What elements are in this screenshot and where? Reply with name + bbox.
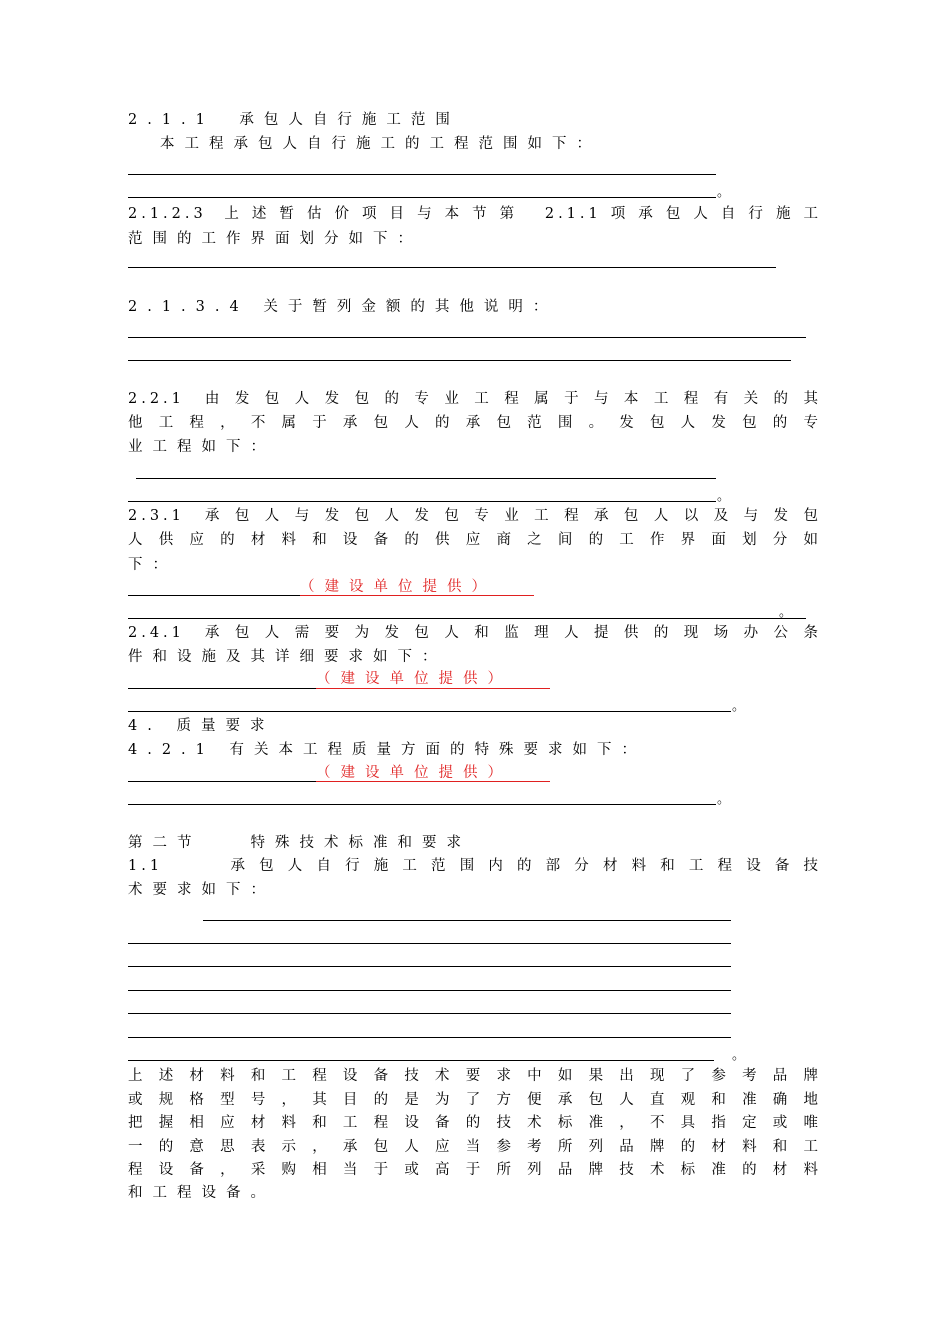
section-text-2-3-1: 2.3.1 承包人与发包人发包专业工程承包人以及与发包 人供应的材料和设备的供应商之间的工作界面划分如 xyxy=(128,508,822,548)
blank-line xyxy=(203,920,731,921)
blank-line xyxy=(128,267,776,268)
section-text-4-2-1: 4.2.1 有关本工程质量方面的特殊要求如下： xyxy=(128,742,647,758)
section-text-2-1-1: 本工程承包人自行施工的工程范围如下： xyxy=(160,136,601,152)
placeholder-note: （建设单位提供） xyxy=(300,579,496,595)
section-text-2-1-2-3: 2.1.2.3 上述暂估价项目与本节第 2.1.1项承包人自行施工 xyxy=(128,206,822,222)
placeholder-underline xyxy=(316,781,550,782)
blank-line xyxy=(128,197,716,198)
blank-line xyxy=(128,804,716,805)
section-heading-2-1-1: 2.1.1 承包人自行施工范围 xyxy=(128,112,460,128)
blank-line xyxy=(128,1060,714,1061)
blank-line xyxy=(128,1013,731,1014)
blank-line xyxy=(128,990,731,991)
section-text-2-2-1: 2.2.1 由发包人发包的专业工程属于与本工程有关的其 他工程，不属于承包人的承包范围。发包人发包的专 xyxy=(128,391,822,431)
section-text-2-1-3-4: 2.1.3.4 关于暂列金额的其他说明： xyxy=(128,299,558,315)
section-text-2-1-2-3-cont: 范围的工作界面划分如下： xyxy=(128,231,422,247)
section-text-2-2-1-cont: 业工程如下： xyxy=(128,439,275,455)
end-mark: 。 xyxy=(717,792,731,807)
section-heading-part2: 第二节 特殊技术标准和要求 xyxy=(128,835,471,851)
blank-line xyxy=(128,1037,731,1038)
section-heading-4: 4. 质量要求 xyxy=(128,718,275,734)
closing-paragraph: 上述材料和工程设备技术要求中如果出现了参考品牌 或规格型号，其目的是为了方便承包人直观和准确地 把握相应材料和工程设备的技术标准，不具指定或唯 一的意思表示，承包人应当参考所列品牌的材料和工 程设备，采购相当于或高于所列品牌技术标准的材料 xyxy=(128,1068,822,1178)
placeholder-note: （建设单位提供） xyxy=(316,765,512,781)
blank-line xyxy=(128,618,806,619)
blank-line xyxy=(128,174,716,175)
blank-line xyxy=(128,943,731,944)
closing-paragraph-last-line: 和工程设备。 xyxy=(128,1185,275,1201)
blank-line xyxy=(128,337,806,338)
section-text-1-1-cont: 术要求如下： xyxy=(128,882,275,898)
placeholder-note: （建设单位提供） xyxy=(316,671,512,687)
placeholder-underline xyxy=(300,595,534,596)
section-text-2-3-1-cont: 下： xyxy=(128,557,177,573)
blank-line xyxy=(128,595,300,596)
blank-line xyxy=(136,478,716,479)
end-mark: 。 xyxy=(717,489,731,504)
blank-line xyxy=(128,966,731,967)
end-mark: 。 xyxy=(779,605,793,620)
section-text-2-4-1-cont: 件和设施及其详细要求如下： xyxy=(128,649,447,665)
blank-line xyxy=(128,781,316,782)
blank-line xyxy=(128,688,316,689)
blank-line xyxy=(128,711,731,712)
end-mark: 。 xyxy=(732,699,746,714)
end-mark: 。 xyxy=(732,1048,746,1063)
section-text-1-1: 1.1 承包人自行施工范围内的部分材料和工程设备技 xyxy=(128,858,822,874)
end-mark: 。 xyxy=(717,185,731,200)
blank-line xyxy=(128,360,791,361)
section-text-2-4-1: 2.4.1 承包人需要为发包人和监理人提供的现场办公条 xyxy=(128,625,822,641)
blank-line xyxy=(128,501,716,502)
placeholder-underline xyxy=(316,688,550,689)
